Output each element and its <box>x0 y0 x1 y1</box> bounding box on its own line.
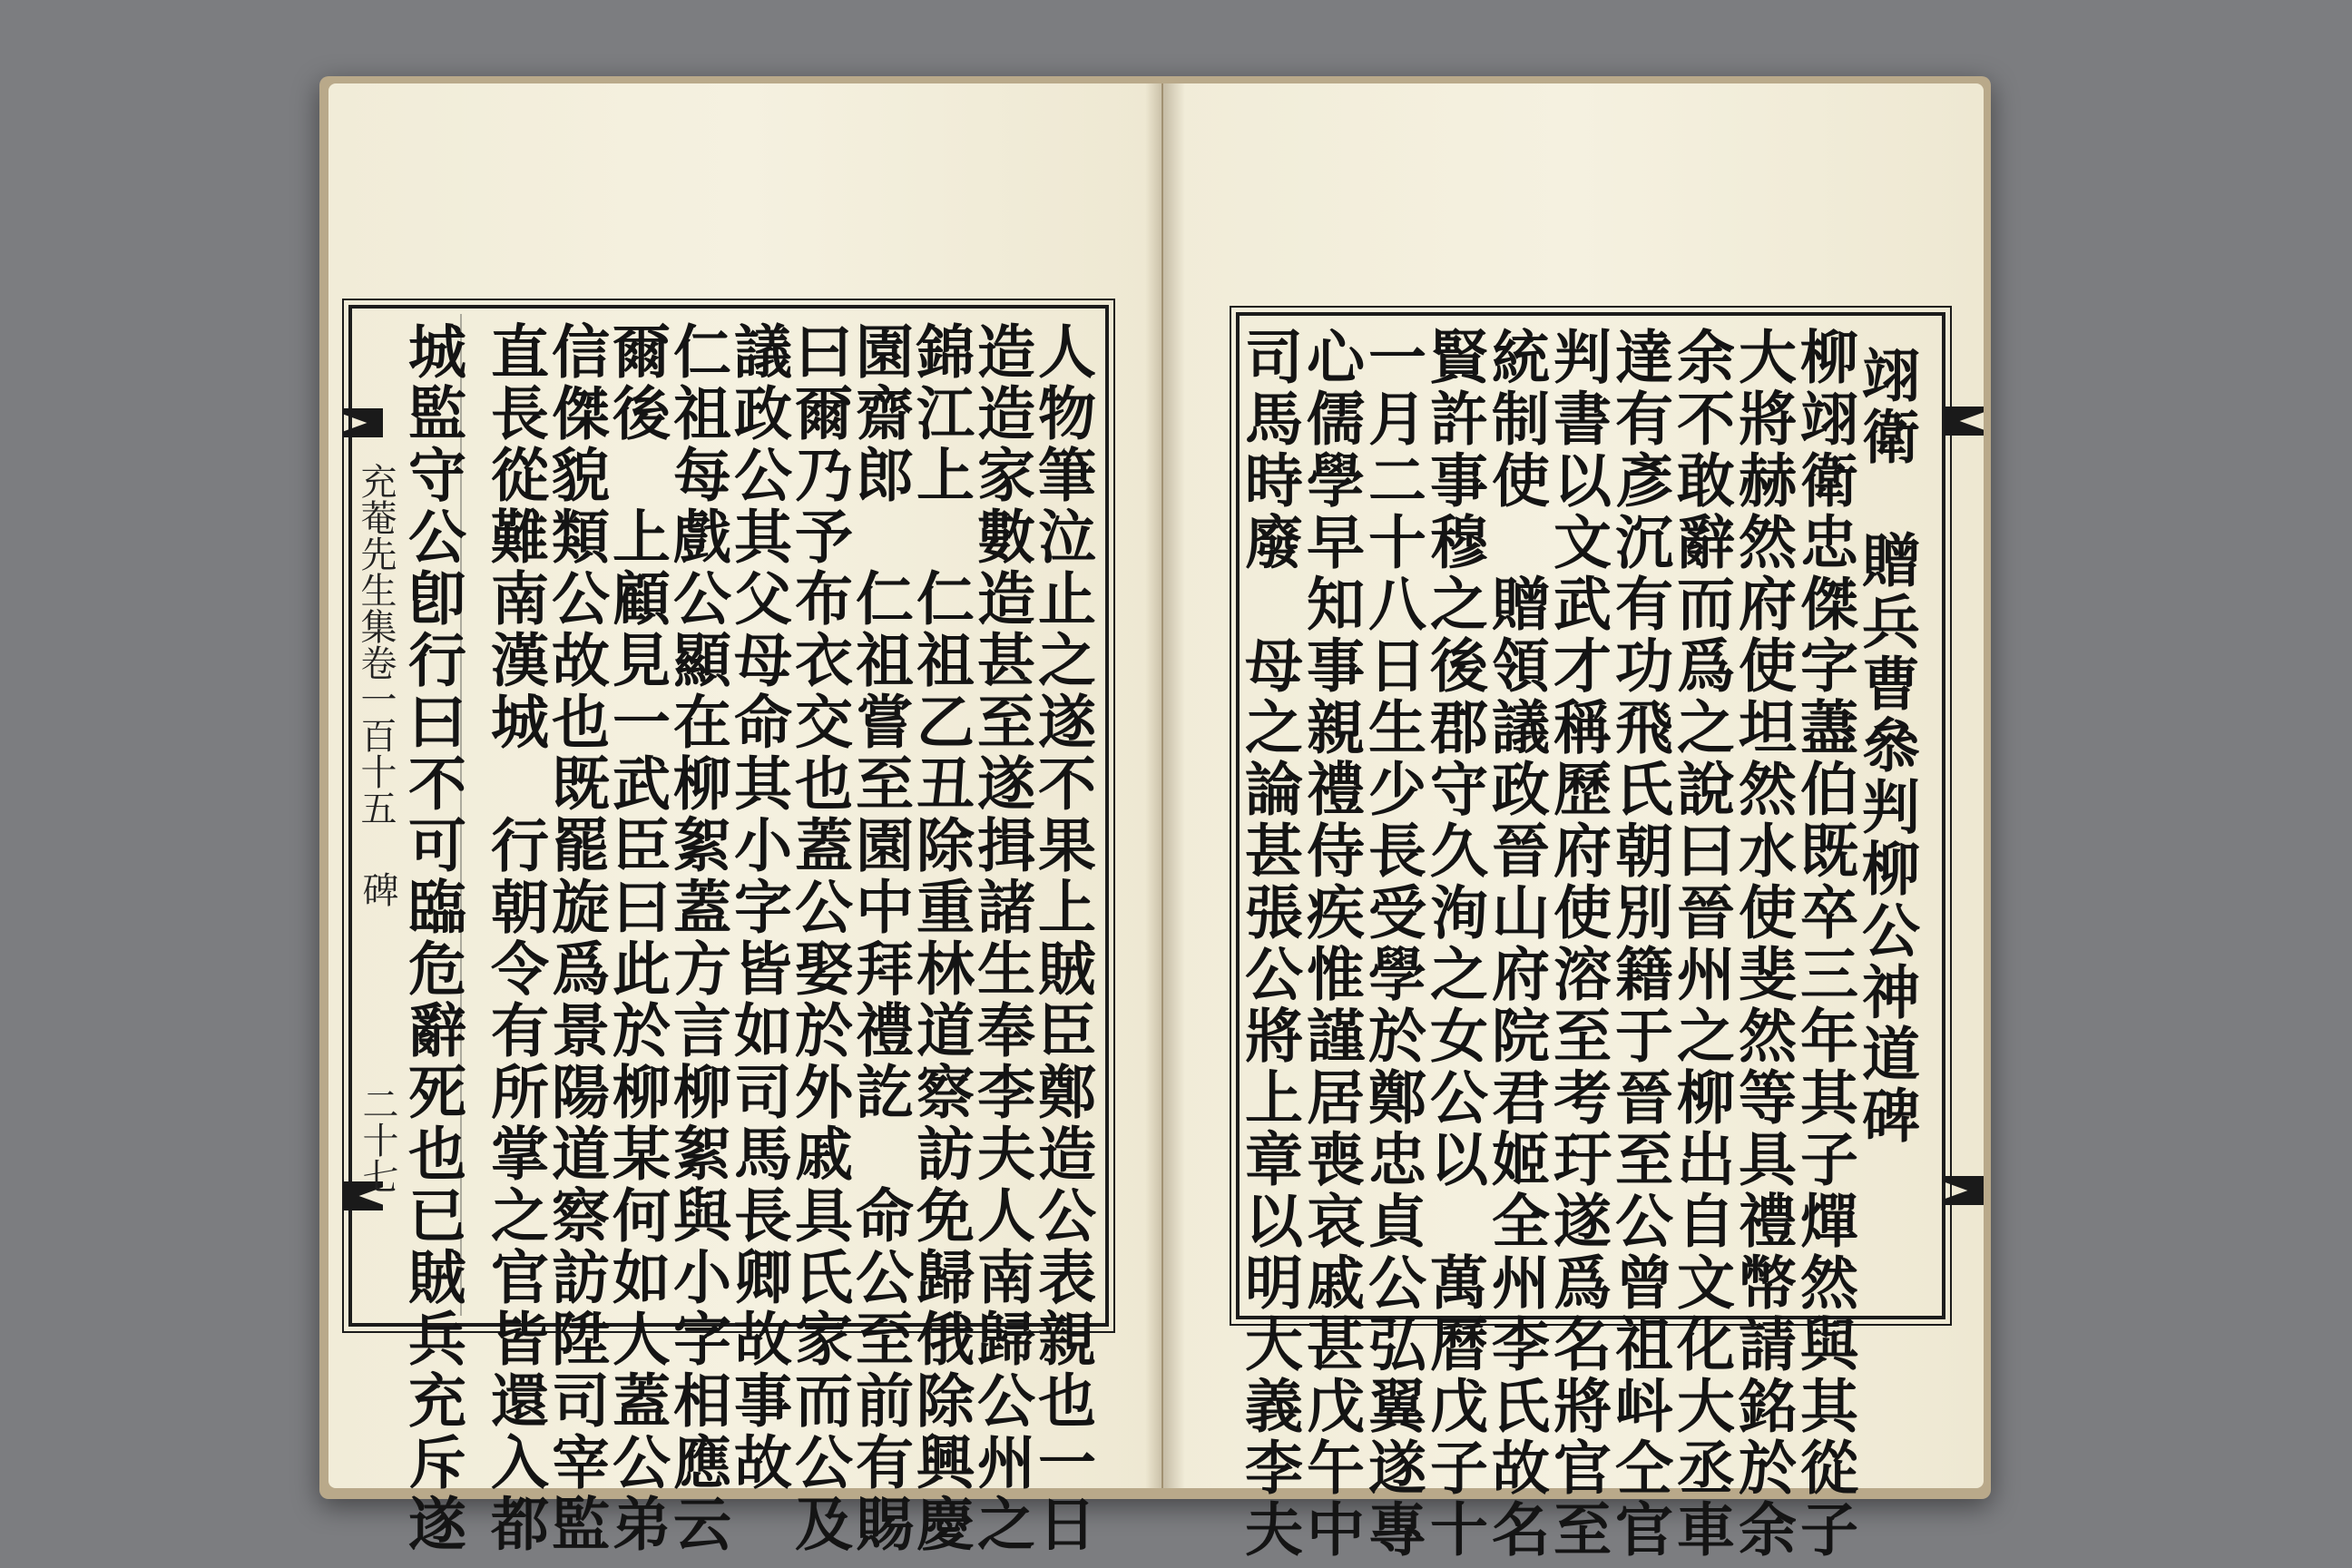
left-column-6: 議政公其父母命其小字皆如司馬長卿故事故 <box>724 321 792 1494</box>
right-column-4: 余不敢辭而爲之說曰晉州之柳出自文化大丞車 <box>1667 327 1735 1561</box>
right-column-2: 柳翊衛忠傑字藎伯既卒三年其子燀然與其從子 <box>1790 327 1858 1561</box>
left-column-1: 人物筆泣止之遂不果上賊臣鄭造公表親也一日 <box>1028 321 1096 1555</box>
left-column-10: 直長從難南漢城 行朝令有所掌之官皆還入都 <box>481 321 549 1555</box>
right-column-10: 心儒學早知事親禮侍疾惟謹居喪哀戚甚戊午中 <box>1297 327 1365 1561</box>
right-column-11: 司馬時廢 母之論甚張公將上章以明大義李夫 <box>1235 327 1303 1561</box>
left-column-5: 曰爾乃予布衣交也蓋公娶於外戚具氏家而公及 <box>785 321 853 1555</box>
left-column-9: 信傑貌類公故也既罷旋爲景陽道察訪陞司宰監 <box>542 321 610 1555</box>
right-column-6: 判書以文武才稱歷府使溶至考玗遂爲名將官至 <box>1544 327 1612 1561</box>
margin-page-number: 二十七 <box>357 1085 398 1194</box>
left-column-8: 爾後 上顧見一武臣曰此於柳某何如人蓋公弟 <box>603 321 671 1555</box>
margin-section-label: 碑 <box>357 871 398 907</box>
left-column-7: 仁祖每戲公顯在柳絮蓋方言柳絮與小字相應云 <box>663 321 731 1555</box>
right-column-7: 統制使 贈領議政晉山府院君姬全州李氏故名 <box>1482 327 1550 1561</box>
left-column-11: 城監守公卽行曰不可臨危辭死也已賊兵充斥遂 <box>398 321 466 1555</box>
left-column-3: 錦江上 仁祖乙丑除重林道察訪免歸俄除興慶 <box>906 321 975 1555</box>
book-gutter <box>1145 83 1185 1488</box>
margin-book-title: 充菴先生集卷一百十五 <box>355 463 397 826</box>
right-column-3: 大將赫然府使坦然水使斐然等具禮幣請銘於余 <box>1729 327 1797 1561</box>
right-column-1-title: 翊衛 贈兵曹叅判柳公神道碑 <box>1852 345 1920 1147</box>
left-column-2: 造造家數造甚至遂揖諸生奉李夫人南歸公州之 <box>967 321 1035 1555</box>
right-column-9: 一月二十八日生少長受學於鄭忠貞公弘翼遂專 <box>1358 327 1426 1561</box>
left-column-4: 園齋郎 仁祖嘗至園中拜禮訖 命公至前有賜 <box>846 321 914 1555</box>
right-column-5: 達有彥沉有功飛氏朝別籍于晉至公曾祖㞳仝官 <box>1605 327 1673 1561</box>
right-column-8: 賢許事穆之後郡守久洵之女公以 萬曆戊子十 <box>1420 327 1488 1561</box>
